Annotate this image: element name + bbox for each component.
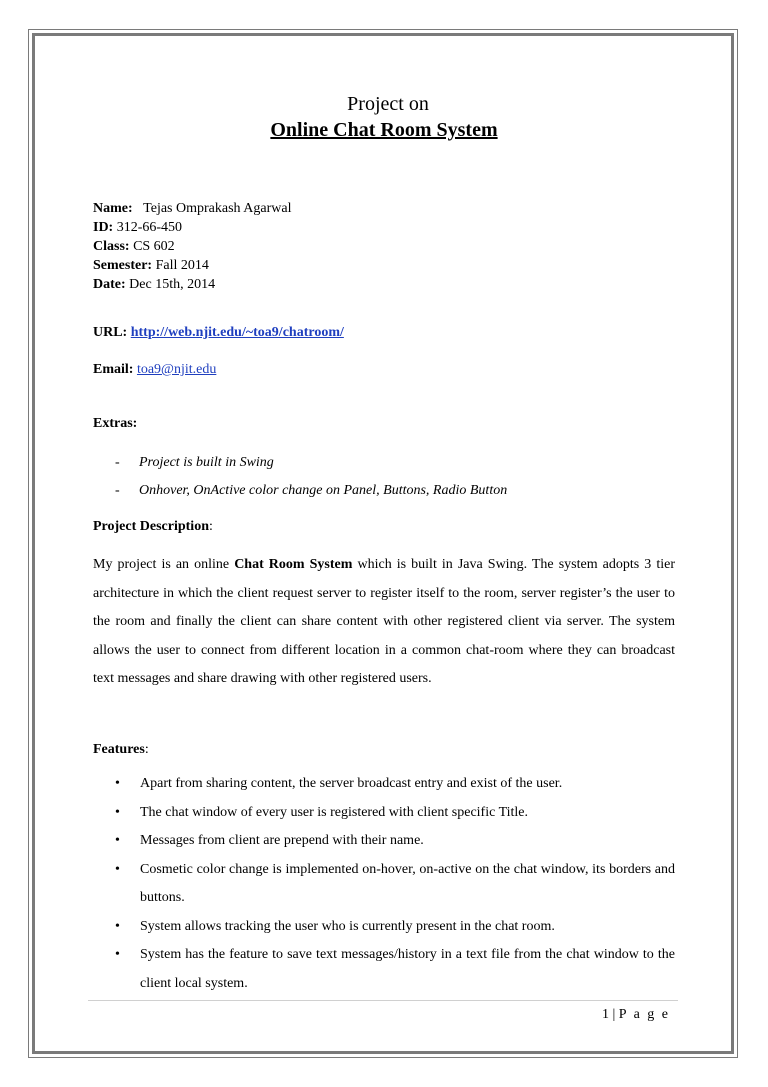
- page-footer: [602, 1007, 670, 1023]
- list-item: [115, 913, 675, 942]
- id-row: [93, 218, 675, 237]
- email-label: Email:: [93, 362, 134, 377]
- bullet-icon: •: [115, 918, 120, 934]
- class-value: CS 602: [133, 239, 175, 254]
- list-item: [115, 941, 675, 998]
- list-item: [115, 477, 675, 505]
- student-info: [93, 199, 675, 294]
- extras-item-text: Onhover, OnActive color change on Panel, Buttons, Radio Button: [139, 483, 508, 498]
- name-value: Tejas Omprakash Agarwal: [143, 201, 292, 216]
- email-row: [93, 362, 675, 378]
- class-row: [93, 237, 675, 256]
- footer-divider: [88, 1000, 678, 1001]
- dash-bullet-icon: -: [115, 455, 120, 470]
- list-item: [115, 449, 675, 477]
- extras-item-text: Project is built in Swing: [139, 455, 274, 470]
- feature-text: The chat window of every user is registered with client specific Title.: [140, 804, 529, 820]
- title-line-1: Project on: [347, 93, 429, 115]
- name-row: [93, 199, 675, 218]
- feature-text: Messages from client are prepend with their name.: [140, 833, 424, 848]
- feature-text: System has the feature to save text messages/history in a text file from the chat window to the client local system.: [140, 947, 675, 991]
- bullet-icon: •: [115, 776, 120, 791]
- id-label: ID:: [93, 220, 114, 235]
- page-number: 1: [601, 1007, 609, 1022]
- features-list: [115, 770, 675, 998]
- description-bold: Chat Room System: [234, 557, 353, 572]
- url-link[interactable]: http://web.njit.edu/~toa9/chatroom/: [130, 325, 344, 340]
- bullet-icon: •: [115, 833, 120, 848]
- bullet-icon: •: [115, 947, 120, 962]
- bullet-icon: •: [115, 804, 120, 820]
- description-heading: Project Description: [93, 519, 209, 534]
- list-item: [115, 770, 675, 799]
- name-label: Name:: [93, 201, 133, 216]
- id-value: 312-66-450: [116, 220, 183, 235]
- description-paragraph: [93, 551, 675, 694]
- description-colon: :: [208, 519, 213, 534]
- description-rest: which is built in Java Swing. The system adopts 3 tier architecture in which the client request server to register itself to the room, server register’s the user to the room and finally the client can share content with other registered client via server. The system allows the user to connect from different location in a common chat-room where they can broadcast text messages and share drawing with other registered users.: [93, 557, 675, 686]
- list-item: [115, 799, 675, 828]
- list-item: [115, 827, 675, 856]
- extras-list: [115, 449, 675, 505]
- extras-heading: Extras:: [93, 416, 138, 431]
- email-link[interactable]: toa9@njit.edu: [136, 362, 217, 377]
- url-row: [93, 325, 675, 341]
- footer-separator: |: [612, 1007, 616, 1022]
- class-label: Class:: [93, 239, 130, 254]
- features-heading-row: [93, 742, 675, 758]
- description-intro: My project is an online: [93, 557, 235, 572]
- semester-row: [93, 256, 675, 275]
- feature-text: System allows tracking the user who is currently present in the chat room.: [140, 918, 555, 934]
- feature-text: Apart from sharing content, the server broadcast entry and exist of the user.: [140, 776, 563, 791]
- date-value: Dec 15th, 2014: [129, 277, 216, 292]
- url-label: URL:: [93, 325, 128, 340]
- dash-bullet-icon: -: [115, 483, 120, 498]
- page-word: P a g e: [618, 1007, 670, 1022]
- features-colon: :: [144, 742, 149, 757]
- date-label: Date:: [93, 277, 126, 292]
- semester-value: Fall 2014: [155, 258, 209, 273]
- semester-label: Semester:: [93, 258, 153, 273]
- description-heading-row: [93, 519, 675, 535]
- date-row: [93, 275, 675, 294]
- feature-text: Cosmetic color change is implemented on-hover, on-active on the chat window, its borders and buttons.: [140, 861, 675, 905]
- bullet-icon: •: [115, 861, 120, 877]
- list-item: [115, 856, 675, 913]
- document-title: Online Chat Room System: [270, 119, 498, 141]
- title-block: [93, 92, 675, 144]
- features-heading: Features: [93, 742, 145, 757]
